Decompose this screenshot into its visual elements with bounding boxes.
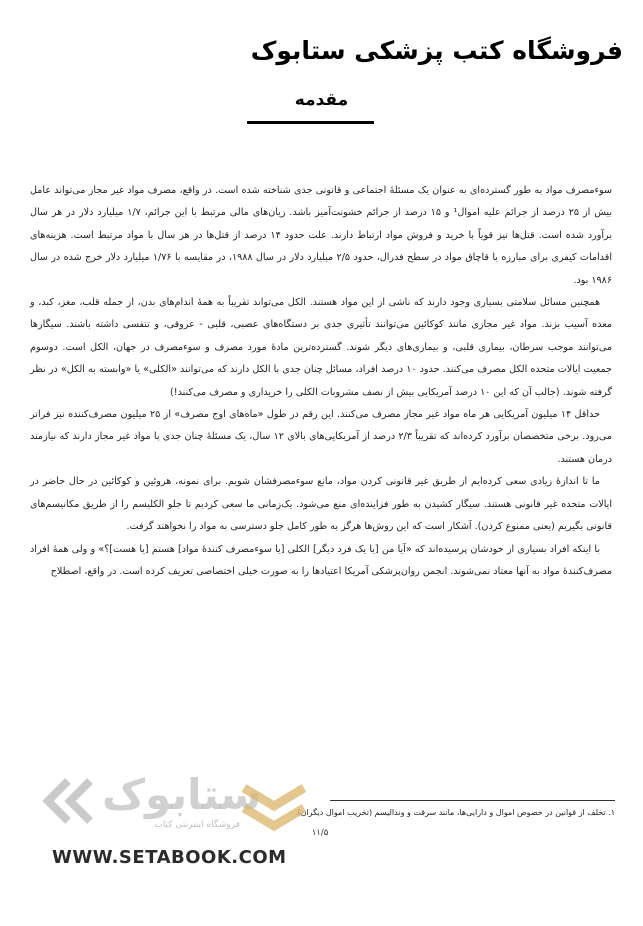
section-heading: مقدمه (294, 90, 349, 110)
watermark-tagline: فروشگاه اینترنتی کتاب (154, 820, 240, 830)
paragraph-4: ما تا اندازهٔ زیادی سعی کرده‌ایم از طریق غیر قانونی کردن مواد، مانع سوءمصرفشان شویم. برای نمونه، هروئین و کوکائین در حال حاضر در ایالات متحده غیر قانونی هستند. سیگار کشیدن به طور فزاینده‌ای منع می‌شود. یک‌زمانی ما سعی کردیم تا جلو الکلیسم را از طریق مکانیسم‌های قانونی بگیریم (یعنی ممنوع کردن). آشکار است که این روش‌ها هرگز به طور کامل جلو دسترسی به مواد را نخواهند گرفت. (30, 476, 612, 533)
site-url: WWW.SETABOOK.COM (52, 847, 287, 868)
page-number: ۱۱/۵ (311, 828, 329, 838)
body-text (30, 180, 612, 583)
paragraph-1: سوءمصرف مواد به طور گسترده‌ای به عنوان یک مسئلهٔ اجتماعی و قانونی جدی شناخته شده است. در واقع، مصرف مواد غیر مجاز می‌تواند عامل بیش از ۲۵ درصد از جرائم علیه اموال¹ و ۱۵ درصد از جرائم خشونت‌آمیز باشد. زیان‌های مالی مرتبط با این جرائم، ۱/۷ میلیارد دلار در هر سال برآورد شده است. قتل‌ها نیز قویاً با خرید و فروش مواد ارتباط دارند. علت حدود ۱۴ درصد از قتل‌ها در هر سال با مواد مرتبط است. هزینه‌های اقدامات کیفری برای مبارزه با قاچاق مواد در سطح فدرال، حدود ۲/۵ میلیارد دلار در سال ۱۹۸۸، در مقایسه با ۱/۷۶ میلیارد دلار خرج شده در سال ۱۹۸۶ بود. (30, 185, 613, 286)
paragraph-2: همچنین مسائل سلامتی بسیاری وجود دارند که ناشی از این مواد هستند. الکل می‌تواند تقریباً به همهٔ اندام‌های بدن، از جمله قلب، مغز، کبد، و معده آسیب بزند. مواد غیر مجازی مانند کوکائین می‌توانند تأثیری جدی بر دستگاه‌های عصبی، قلبی - عروقی، و تنفسی داشته باشند. سیگارها می‌توانند موجب سرطان، بیماری قلبی، و بیماری‌های دیگر شوند. گسترده‌ترین مادهٔ مورد مصرف و سوءمصرف در جهان، الکل است. دوسوم جمعیت ایالات متحده الکل مصرف می‌کنند. حدود ۱۰ درصد افراد، مسائل چنان جدی با الکل دارند که می‌توانند «الکلی» یا «وابسته به الکل» در نظر گرفته شوند. (جالب آن که این ۱۰ درصد آمریکایی بیش از نصف مشروبات الکلی را خریداری و مصرف می‌کنند!) (30, 297, 612, 398)
watermark-brand: ستابوک (102, 770, 262, 819)
paragraph-5: با اینکه افراد بسیاری از خودشان پرسیده‌اند که «آیا من [یا یک فرد دیگر] الکلی [یا سوءمصرف کنندهٔ مواد] هستم [یا هست]؟» و ولی همهٔ افراد مصرف‌کنندهٔ مواد به آنها معتاد نمی‌شوند. انجمن روان‌پزشکی آمریکا اعتیادها را به صورت خیلی اختصاصی تعریف کرده است. در واقع، اصطلاح (30, 543, 612, 577)
stacked-chevron-icon (238, 780, 310, 838)
footnote: ۱. تخلف از قوانین در خصوص اموال و دارایی‌ها، مانند سرقت و وندالیسم (تخریب اموال دیگران). (294, 808, 615, 817)
paragraph-3: حداقل ۱۴ میلیون آمریکایی هر ماه مواد غیر مجاز مصرف می‌کنند. این رقم در طول «ماه‌های اوج مصرف» از ۲۵ میلیون مصرف‌کننده نیز فراتر می‌رود. برخی متخصصان برآورد کرده‌اند که تقریباً ۲/۳ درصد از آمریکایی‌های بالای ۱۲ سال، یک مسئلهٔ چنان جدی با مواد غیر مجاز دارند که نیازمند درمان هستند. (30, 409, 612, 465)
footnote-divider (330, 800, 615, 801)
page-title: فروشگاه کتب پزشکی ستابوک (250, 36, 623, 65)
double-chevron-icon (38, 776, 98, 826)
heading-underline (247, 121, 374, 124)
